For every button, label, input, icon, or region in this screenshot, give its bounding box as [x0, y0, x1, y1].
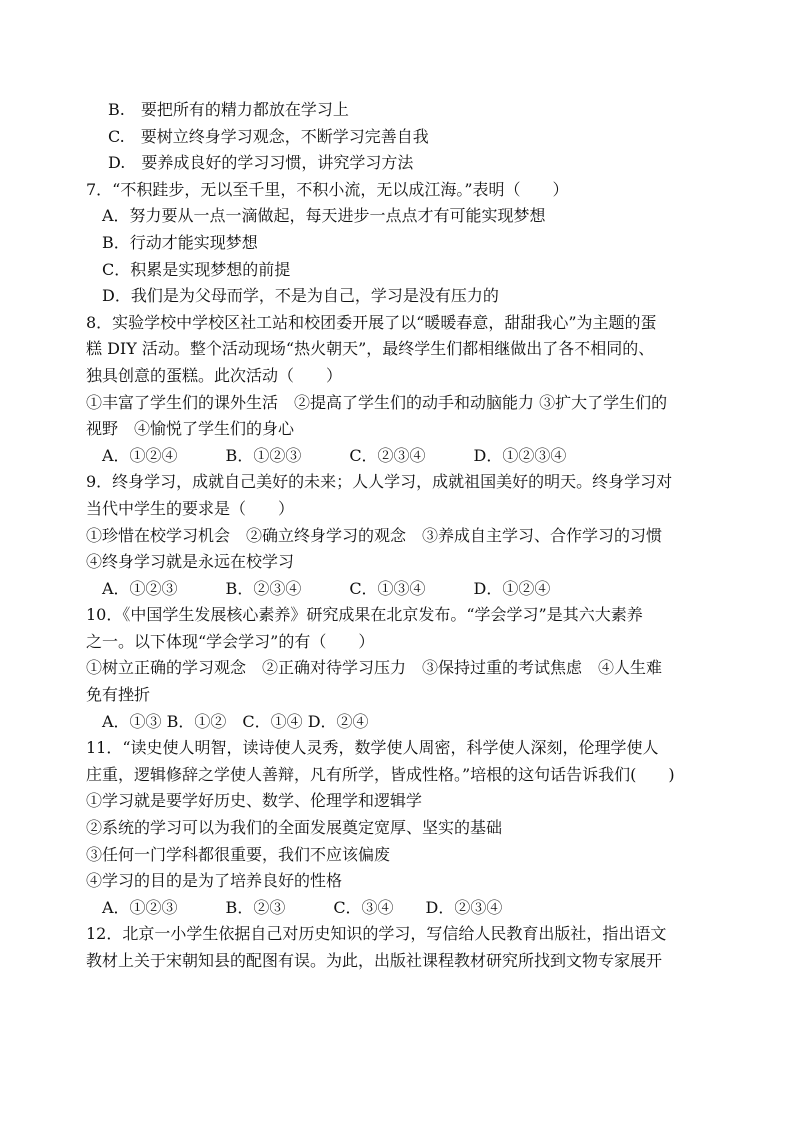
- q9-stem-line: ④终身学习就是永远在校学习: [86, 552, 295, 572]
- q8-stem-line: 独具创意的蛋糕。此次活动（ ）: [86, 365, 343, 385]
- q11-options: A．①②③ B．②③ C．③④ D．②③④: [102, 897, 503, 917]
- q10-stem-line: 10．《中国学生发展核心素养》研究成果在北京发布。“学会学习”是其六大素养: [86, 605, 643, 625]
- q10-stem-line: 免有挫折: [86, 685, 151, 705]
- q7-option-b: B．行动才能实现梦想: [102, 232, 258, 252]
- q6-option-b: B. 要把所有的精力都放在学习上: [108, 100, 349, 119]
- q10-stem-line: ①树立正确的学习观念 ②正确对待学习压力 ③保持过重的考试焦虑 ④人生难: [86, 658, 663, 678]
- q11-stem-line: 11．“读史使人明智，读诗使人灵秀，数学使人周密，科学使人深刻，伦理学使人: [86, 738, 659, 758]
- q9-options: A．①②③ B．②③④ C．①③④ D．①②④: [102, 578, 551, 598]
- question-content: [86, 97, 714, 975]
- q7-stem: 7．“不积跬步，无以至千里，不积小流，无以成江海。”表明（ ）: [86, 179, 569, 199]
- q7-option-d: D．我们是为父母而学，不是为自己，学习是没有压力的: [102, 286, 499, 306]
- q8-stem-line: 视野 ④愉悦了学生们的身心: [86, 419, 295, 439]
- q12-stem-line: 12．北京一小学生依据自己对历史知识的学习，写信给人民教育出版社，指出语文: [86, 924, 667, 944]
- q9-stem-line: ①珍惜在校学习机会 ②确立终身学习的观念 ③养成自主学习、合作学习的习惯: [86, 525, 663, 545]
- q10-options: A．①③ B．①② C．①④ D．②④: [102, 711, 369, 731]
- q12-stem-line: 教材上关于宋朝知县的配图有误。为此，出版社课程教材研究所找到文物专家展开: [86, 951, 663, 970]
- q9-stem-line: 9．终身学习，成就自己美好的未来；人人学习，成就祖国美好的明天。终身学习对: [86, 472, 673, 492]
- q6-option-c: C. 要树立终身学习观念，不断学习完善自我: [108, 126, 429, 146]
- q7-option-c: C．积累是实现梦想的前提: [102, 259, 291, 279]
- q8-stem-line: 糕 DIY 活动。整个活动现场“热火朝天”，最终学生们都相继做出了各不相同的、: [86, 339, 655, 359]
- q9-stem-line: 当代中学生的要求是（ ）: [86, 498, 295, 518]
- q7-option-a: A．努力要从一点一滴做起，每天进步一点点才有可能实现梦想: [102, 206, 546, 226]
- q11-stem-line: ②系统的学习可以为我们的全面发展奠定宽厚、坚实的基础: [86, 818, 503, 838]
- q11-stem-line: ①学习就是要学好历史、数学、伦理学和逻辑学: [86, 791, 423, 811]
- q11-stem-line: ④学习的目的是为了培养良好的性格: [86, 871, 343, 891]
- q8-options: A．①②④ B．①②③ C．②③④ D．①②③④: [102, 445, 567, 465]
- q11-stem-line: ③任何一门学科都很重要，我们不应该偏废: [86, 844, 391, 864]
- q8-stem-line: 8．实验学校中学校区社工站和校团委开展了以“暖暖春意，甜甜我心”为主题的蛋: [86, 312, 657, 332]
- q8-stem-line: ①丰富了学生们的课外生活 ②提高了学生们的动手和动脑能力 ③扩大了学生们的: [86, 392, 668, 412]
- q11-stem-line: 庄重，逻辑修辞之学使人善辩，凡有所学，皆成性格。”培根的这句话告诉我们( ): [86, 764, 675, 784]
- q10-stem-line: 之一。以下体现“学会学习”的有（ ）: [86, 631, 375, 651]
- q6-option-d: D. 要养成良好的学习习惯，讲究学习方法: [108, 153, 414, 173]
